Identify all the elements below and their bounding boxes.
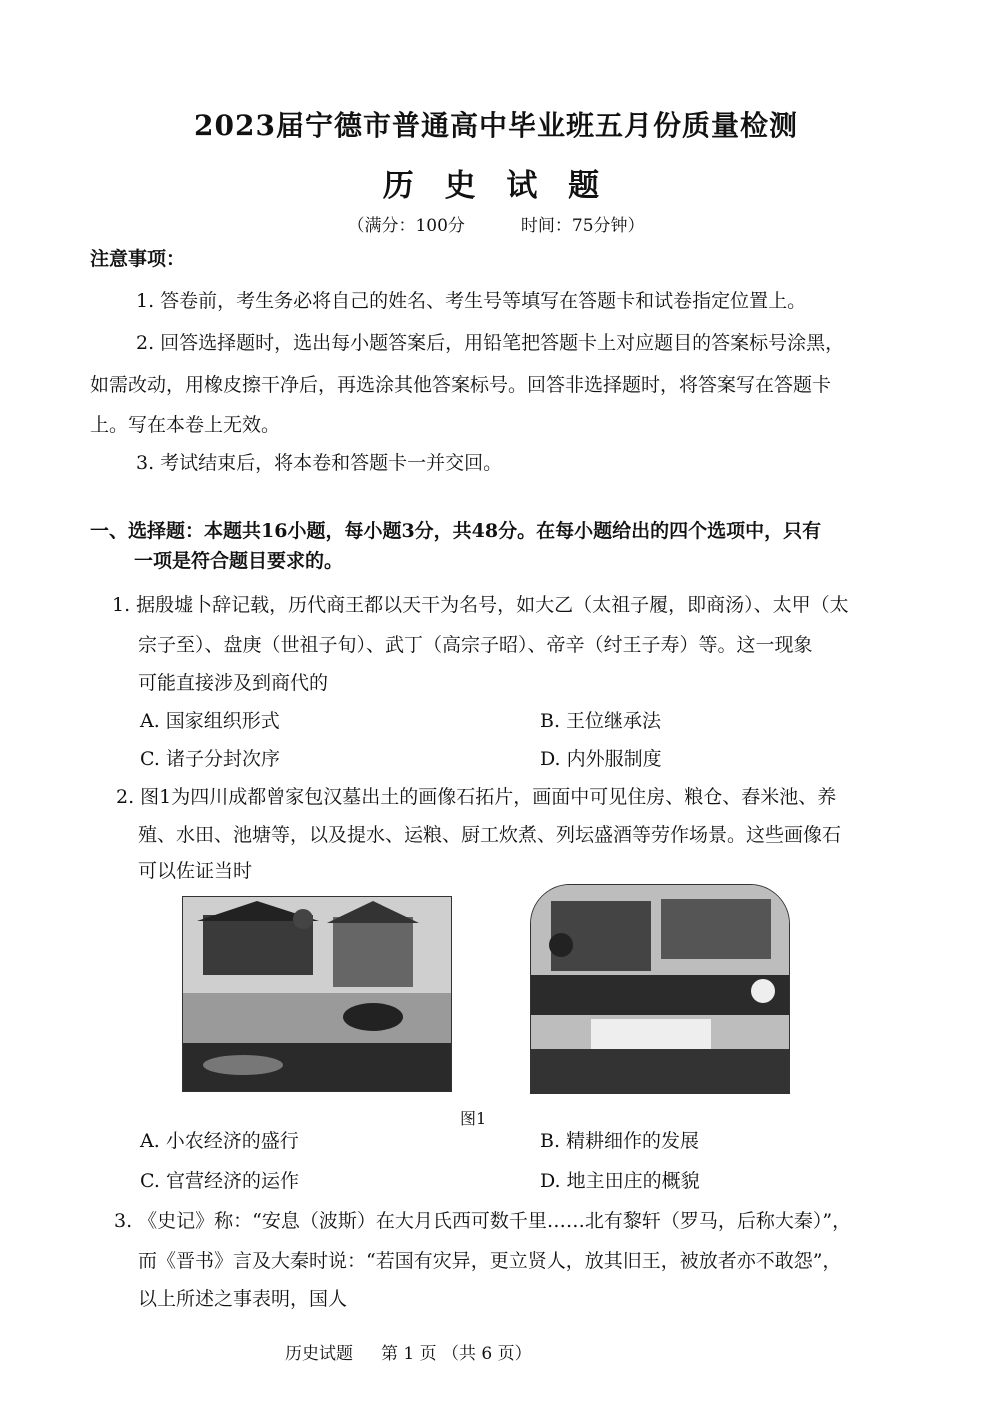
question-1-text: 1. 据殷墟卜辞记载，历代商王都以天干为名号，如大乙（太祖子履，即商汤）、太甲（太 xyxy=(112,594,849,616)
rubbing-image-left xyxy=(182,896,452,1092)
subject-title: 历 史 试 题 xyxy=(382,168,610,204)
option-d: D. 地主田庄的概貌 xyxy=(540,1170,700,1192)
option-d: D. 内外服制度 xyxy=(540,748,662,770)
page-number: 第 1 页 （共 6 页） xyxy=(381,1344,532,1364)
option-c: C. 官营经济的运作 xyxy=(140,1170,299,1192)
question-1-text: 可能直接涉及到商代的 xyxy=(138,672,329,694)
option-a: A. 小农经济的盛行 xyxy=(140,1130,299,1152)
question-3-text: 而《晋书》言及大秦时说：“若国有灾异，更立贤人，放其旧王，被放者亦不敢怨”， xyxy=(138,1250,842,1272)
notice-item: 1. 答卷前，考生务必将自己的姓名、考生号等填写在答题卡和试卷指定位置上。 xyxy=(136,290,807,312)
question-2-text: 殖、水田、池塘等，以及提水、运粮、厨工炊煮、列坛盛酒等劳作场景。这些画像石 xyxy=(138,824,842,846)
footer-subject: 历史试题 xyxy=(285,1344,353,1364)
exam-title: 2023届宁德市普通高中毕业班五月份质量检测 xyxy=(194,109,798,142)
option-b: B. 精耕细作的发展 xyxy=(540,1130,700,1152)
option-b: B. 王位继承法 xyxy=(540,710,662,732)
notice-heading: 注意事项： xyxy=(90,248,186,270)
question-1-text: 宗子至）、盘庚（世祖子旬）、武丁（高宗子昭）、帝辛（纣王子寿）等。这一现象 xyxy=(138,634,813,656)
notice-item: 如需改动，用橡皮擦干净后，再选涂其他答案标号。回答非选择题时，将答案写在答题卡 xyxy=(90,374,832,396)
time-info: 时间：75分钟） xyxy=(520,216,645,236)
exam-info xyxy=(0,211,992,236)
score-info: （满分：100分 xyxy=(347,216,465,236)
section-heading: 一、选择题：本题共16小题，每小题3分，共48分。在每小题给出的四个选项中，只有 xyxy=(90,520,822,542)
section-heading: 一项是符合题目要求的。 xyxy=(134,550,344,572)
option-a: A. 国家组织形式 xyxy=(140,710,280,732)
notice-item: 上。写在本卷上无效。 xyxy=(90,414,281,436)
question-3-text: 3. 《史记》称：“安息（波斯）在大月氏西可数千里……北有黎轩（罗马，后称大秦）”， xyxy=(114,1210,852,1232)
figure-caption: 图1 xyxy=(460,1109,487,1128)
notice-item: 3. 考试结束后，将本卷和答题卡一并交回。 xyxy=(136,452,503,474)
rubbing-image-right xyxy=(530,884,790,1094)
question-2-text: 2. 图1为四川成都曾家包汉墓出土的画像石拓片，画面中可见住房、粮仓、舂米池、养 xyxy=(116,786,837,808)
option-c: C. 诸子分封次序 xyxy=(140,748,280,770)
question-3-text: 以上所述之事表明，国人 xyxy=(138,1288,348,1310)
page-footer xyxy=(285,1339,560,1364)
question-2-text: 可以佐证当时 xyxy=(138,860,253,882)
notice-item: 2. 回答选择题时，选出每小题答案后，用铅笔把答题卡上对应题目的答案标号涂黑， xyxy=(136,332,845,354)
